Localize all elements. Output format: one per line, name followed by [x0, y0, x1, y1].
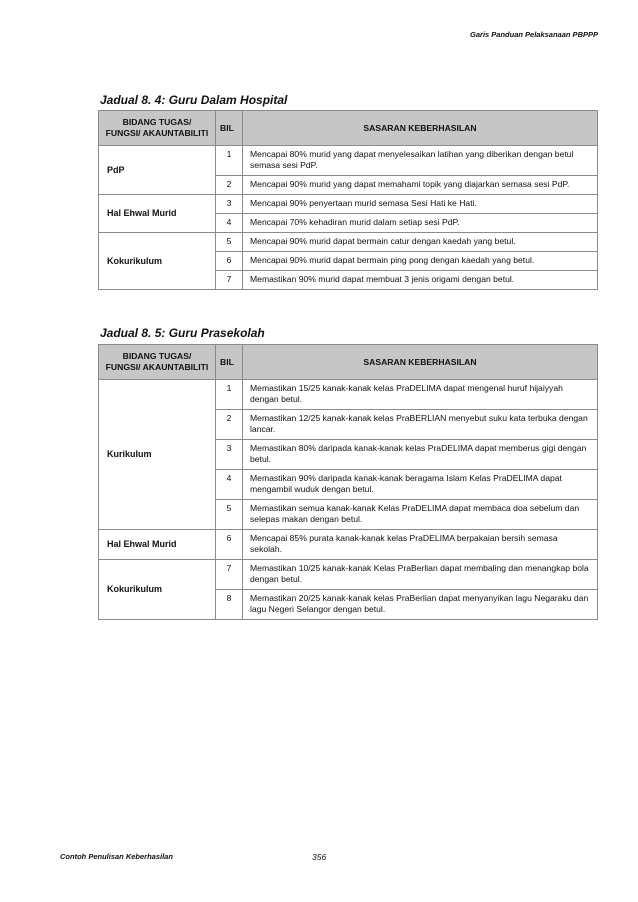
target-cell: Memastikan 90% murid dapat membuat 3 jenis origami dengan betul.: [243, 271, 598, 290]
page-number: 356: [312, 852, 327, 862]
function-cell: Kokurikulum: [99, 560, 216, 620]
column-header-bil: BIL: [216, 345, 243, 380]
target-cell: Mencapai 80% murid yang dapat menyelesaikan latihan yang diberikan dengan betul semasa sesi PdP.: [243, 146, 598, 176]
column-header-function-line: BIDANG TUGAS/: [122, 351, 192, 361]
target-cell: Memastikan 90% daripada kanak-kanak beragama Islam Kelas PraDELIMA dapat mengambil wuduk dengan betul.: [243, 470, 598, 500]
table-row: [99, 146, 598, 176]
function-cell: Kokurikulum: [99, 233, 216, 290]
bil-cell: 2: [216, 176, 243, 195]
table-row: [99, 380, 598, 410]
bil-cell: 1: [216, 146, 243, 176]
target-cell: Memastikan 12/25 kanak-kanak kelas PraBERLIAN menyebut suku kata terbuka dengan lancar.: [243, 410, 598, 440]
bil-cell: 1: [216, 380, 243, 410]
table-row: [99, 233, 598, 252]
bil-cell: 3: [216, 440, 243, 470]
target-cell: Mencapai 90% penyertaan murid semasa Sesi Hati ke Hati.: [243, 195, 598, 214]
function-cell: PdP: [99, 146, 216, 195]
column-header-function: [99, 111, 216, 146]
target-cell: Mencapai 90% murid dapat bermain ping pong dengan kaedah yang betul.: [243, 252, 598, 271]
bil-cell: 7: [216, 560, 243, 590]
bil-cell: 5: [216, 233, 243, 252]
column-header-target: SASARAN KEBERHASILAN: [243, 111, 598, 146]
target-cell: Memastikan 20/25 kanak-kanak kelas PraBerlian dapat menyanyikan lagu Negaraku dan lagu Negeri Selangor dengan betul.: [243, 590, 598, 620]
table-header-row: [99, 345, 598, 380]
table-header-row: [99, 111, 598, 146]
target-cell: Mencapai 90% murid yang dapat memahami topik yang diajarkan semasa sesi PdP.: [243, 176, 598, 195]
bil-cell: 6: [216, 252, 243, 271]
bil-cell: 3: [216, 195, 243, 214]
table-title: Jadual 8. 4: Guru Dalam Hospital: [100, 93, 288, 107]
table-row: [99, 195, 598, 214]
bil-cell: 6: [216, 530, 243, 560]
bil-cell: 7: [216, 271, 243, 290]
column-header-function-line: FUNGSI/ AKAUNTABILITI: [105, 128, 209, 138]
function-cell: Hal Ehwal Murid: [99, 195, 216, 233]
function-cell: Kurikulum: [99, 380, 216, 530]
column-header-function: [99, 345, 216, 380]
bil-cell: 4: [216, 470, 243, 500]
bil-cell: 4: [216, 214, 243, 233]
bil-cell: 2: [216, 410, 243, 440]
table-title: Jadual 8. 5: Guru Prasekolah: [100, 326, 265, 340]
table-guru-dalam-hospital: [98, 110, 598, 290]
target-cell: Mencapai 90% murid dapat bermain catur dengan kaedah yang betul.: [243, 233, 598, 252]
target-cell: Memastikan 10/25 kanak-kanak Kelas PraBerlian dapat membaling dan menangkap bola dengan betul.: [243, 560, 598, 590]
running-header: Garis Panduan Pelaksanaan PBPPP: [470, 30, 598, 39]
bil-cell: 5: [216, 500, 243, 530]
column-header-target: SASARAN KEBERHASILAN: [243, 345, 598, 380]
table-guru-prasekolah: [98, 344, 598, 620]
table-row: [99, 560, 598, 590]
column-header-function-line: BIDANG TUGAS/: [122, 117, 192, 127]
table-row: [99, 530, 598, 560]
column-header-function-line: FUNGSI/ AKAUNTABILITI: [105, 362, 209, 372]
footer-label: Contoh Penulisan Keberhasilan: [60, 852, 173, 861]
target-cell: Mencapai 85% purata kanak-kanak kelas PraDELIMA berpakaian bersih semasa sekolah.: [243, 530, 598, 560]
target-cell: Memastikan semua kanak-kanak Kelas PraDELIMA dapat membaca doa sebelum dan selepas makan dengan betul.: [243, 500, 598, 530]
bil-cell: 8: [216, 590, 243, 620]
target-cell: Memastikan 80% daripada kanak-kanak kelas PraDELIMA dapat memberus gigi dengan betul.: [243, 440, 598, 470]
function-cell: Hal Ehwal Murid: [99, 530, 216, 560]
target-cell: Mencapai 70% kehadiran murid dalam setiap sesi PdP.: [243, 214, 598, 233]
column-header-bil: BIL: [216, 111, 243, 146]
target-cell: Memastikan 15/25 kanak-kanak kelas PraDELIMA dapat mengenal huruf hijaiyyah dengan betul.: [243, 380, 598, 410]
